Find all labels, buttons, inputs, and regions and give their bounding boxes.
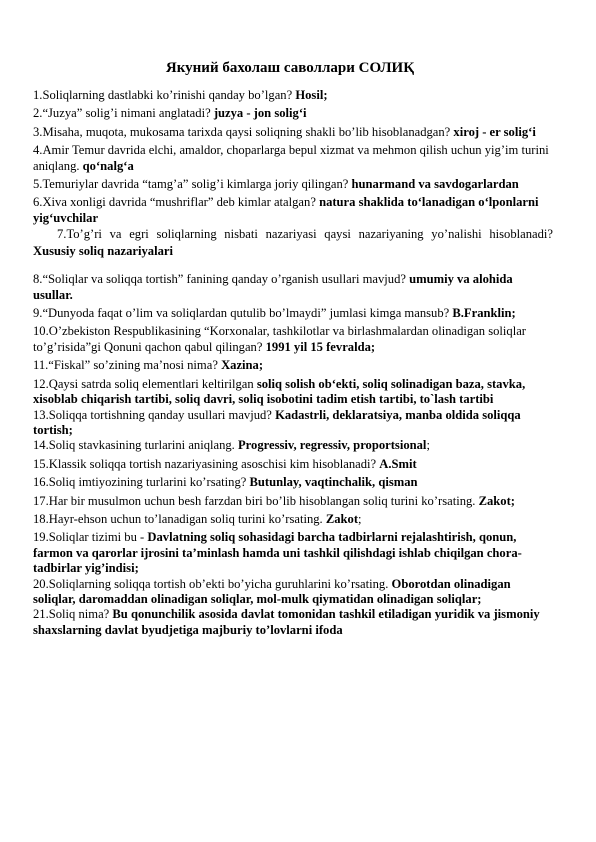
answer-text: Bu qonunchilik asosida davlat tomonidan tashkil etiladigan yuridik va jismoniy shaxslarning davlat byudjetiga majburiy to’lovlarni ifoda: [33, 607, 540, 637]
question-text: 4.Amir Temur davrida elchi, amaldor, choparlarga bepul xizmat va mehmon qilish uchun yig’im turini aniqlang.: [33, 143, 549, 173]
question-10: [33, 324, 553, 355]
question-text: 14.Soliq stavkasining turlarini aniqlang.: [33, 438, 238, 453]
question-5: [33, 177, 553, 192]
answer-text: qo‘nalg‘a: [82, 158, 134, 173]
answer-text: umumiy va alohida usullar.: [33, 272, 513, 302]
question-text: 12.Qaysi satrda soliq elementlari keltirilgan: [33, 376, 257, 391]
question-18: [33, 512, 553, 527]
answer-text: soliq solish ob‘ekti, soliq solinadigan baza, stavka, xisoblab chiqarish tartibi, soliq davri, soliq isobotini tadim etish tartibi, to`lash tartibi: [33, 376, 526, 407]
question-text: 17.Har bir musulmon uchun besh farzdan biri bo’lib hisoblangan soliq turini ko’rsating.: [33, 493, 479, 508]
question-19: [33, 530, 553, 576]
answer-text: Oborotdan olinadigan soliqlar, daromaddan olinadigan soliqlar, mol-mulk qiymatidan olinadigan soliqlar;: [33, 576, 511, 606]
question-text: 1.Soliqlarning dastlabki ko’rinishi qanday bo’lgan?: [33, 88, 296, 102]
answer-text: Progressiv, regressiv, proportsional: [237, 438, 427, 453]
question-text: 10.O’zbekiston Respublikasining “Korxonalar, tashkilotlar va birlashmalardan olinadigan soliqlar to’g’risida”gi Qonuni qachon qabul qilingan?: [33, 324, 526, 354]
question-12: [33, 377, 553, 408]
answer-text: A.Smit: [379, 456, 417, 471]
question-text: 13.Soliqqa tortishning qanday usullari mavjud?: [33, 407, 276, 422]
question-8: [33, 272, 553, 303]
question-text: 19.Soliqlar tizimi bu -: [33, 530, 148, 545]
answer-text: Kadastrli, deklaratsiya, manba oldida soliqqa tortish;: [33, 407, 521, 437]
question-2: [33, 106, 553, 121]
answer-text: Xazina;: [221, 358, 264, 373]
question-1: [33, 88, 553, 103]
answer-text: hunarmand va savdogarlardan: [351, 177, 519, 192]
question-list: [33, 88, 553, 641]
question-text: 11.“Fiskal” so’zining ma’nosi nima?: [33, 358, 222, 373]
question-text: 9.“Dunyoda faqat o’lim va soliqlardan qutulib bo’lmaydi” jumlasi kimga mansub?: [33, 306, 453, 321]
question-13: [33, 408, 553, 439]
question-text: 15.Klassik soliqqa tortish nazariyasining asoschisi kim hisoblanadi?: [33, 456, 380, 471]
question-text: 18.Hayr-ehson uchun to’lanadigan soliq turini ko’rsating.: [33, 511, 326, 526]
question-16: [33, 475, 553, 490]
question-text: 2.“Juzya” solig’i nimani anglatadi?: [33, 106, 214, 121]
question-text: 7.To’g’ri va egri soliqlarning nisbati nazariyasi qaysi nazariyaning yo’nalishi hisoblanadi?: [57, 227, 553, 242]
answer-text: Davlatning soliq sohasidagi barcha tadbirlarni rejalashtirish, qonun, farmon va qarorlar ijrosini ta’minlash hamda uni tashkil qilishdagi ishlab chiqilgan chora-tadbirlar yig’indisi;: [33, 530, 522, 576]
answer-text: Butunlay, vaqtinchalik, qisman: [249, 475, 418, 490]
answer-text: B.Franklin;: [452, 306, 516, 321]
question-14: [33, 438, 553, 453]
question-6: [33, 195, 553, 226]
question-text: 21.Soliq nima?: [33, 607, 113, 622]
question-text: 3.Misaha, muqota, mukosama tarixda qaysi soliqning shakli bo’lib hisoblanadgan?: [33, 124, 454, 139]
answer-text: xiroj - er solig‘i: [453, 124, 536, 139]
question-15: [33, 457, 553, 472]
question-11: [33, 358, 553, 373]
question-text: 16.Soliq imtiyozining turlarini ko’rsating?: [33, 475, 250, 490]
question-text: 5.Temuriylar davrida “tamg’a” solig’i kimlarga joriy qilingan?: [33, 177, 352, 192]
question-20: [33, 577, 553, 608]
answer-text: natura shaklida to‘lanadigan o‘lponlarni yig‘uvchilar: [33, 195, 539, 225]
question-text: 20.Soliqlarning soliqqa tortish ob’ekti bo’yicha guruhlarini ko’rsating.: [33, 576, 392, 591]
answer-text: Xususiy soliq nazariyalari: [33, 244, 173, 259]
question-21: [33, 607, 553, 638]
page-title: Якуний бахолаш саволлари СОЛИҚ: [165, 60, 415, 76]
answer-text: 1991 yil 15 fevralda;: [265, 339, 376, 354]
answer-text: Hosil;: [295, 88, 328, 102]
answer-text: Zakot;: [478, 493, 515, 508]
question-3: [33, 125, 553, 140]
answer-text: juzya - jon solig‘i: [213, 106, 307, 121]
answer-text: Zakot: [325, 511, 359, 526]
question-text: 6.Xiva xonligi davrida “mushriflar” deb kimlar atalgan?: [33, 195, 320, 210]
question-17: [33, 494, 553, 509]
question-9: [33, 306, 553, 321]
answer-tail: ;: [358, 511, 362, 526]
question-7: [33, 226, 553, 260]
answer-tail: ;: [426, 438, 430, 453]
question-4: [33, 143, 553, 174]
question-text: 8.“Soliqlar va soliqqa tortish” fanining qanday o’rganish usullari mavjud?: [33, 272, 410, 287]
